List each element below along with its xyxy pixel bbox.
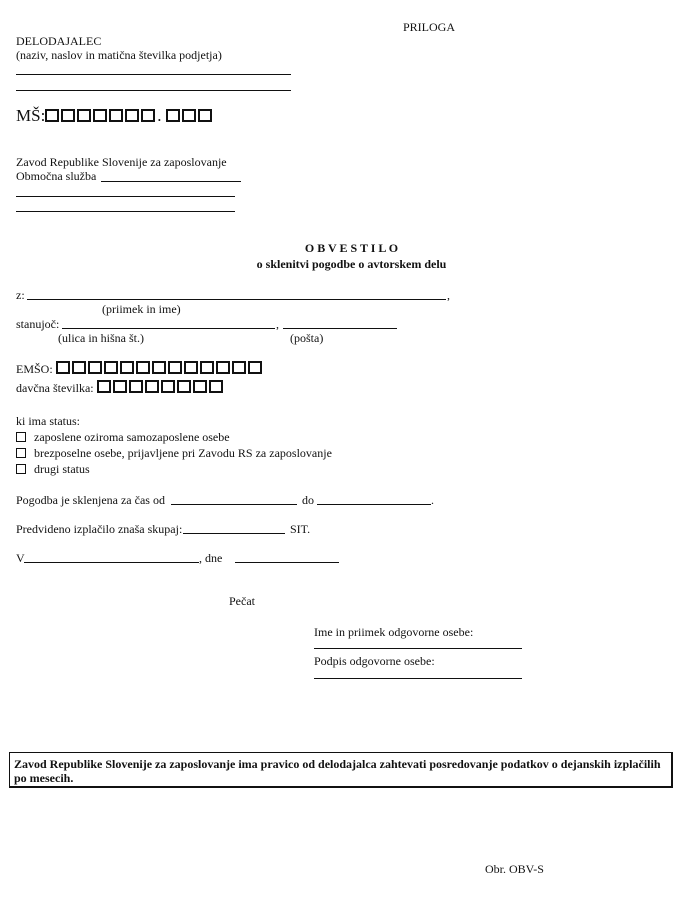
status-option[interactable] xyxy=(16,446,332,461)
tax-number-field xyxy=(16,380,223,396)
date-line[interactable] xyxy=(235,562,339,563)
z-comma: , xyxy=(447,288,450,302)
agency-line-1[interactable] xyxy=(16,196,235,197)
notice-text: Zavod Republike Slovenije za zaposlovanje ima pravico od delodajalca zahtevati posredovanje podatkov o dejanskih izplačilih po mesecih. xyxy=(14,757,661,785)
ms-label: MŠ: xyxy=(16,106,46,125)
employer-heading: DELODAJALEC xyxy=(16,34,102,48)
post-hint: (pošta) xyxy=(290,331,324,345)
agency-name: Zavod Republike Slovenije za zaposlovanje xyxy=(16,155,227,169)
regional-office-label: Območna služba xyxy=(16,169,97,183)
payment-line[interactable] xyxy=(183,533,285,534)
residence-label: stanujoč: xyxy=(16,317,60,331)
ms-boxes-suffix[interactable] xyxy=(166,109,212,122)
status-option[interactable] xyxy=(16,430,230,445)
residence-comma: , xyxy=(276,317,279,331)
street-hint: (ulica in hišna št.) xyxy=(58,331,144,345)
status-option-label: zaposlene oziroma samozaposlene osebe xyxy=(34,430,230,444)
employer-line-2[interactable] xyxy=(16,90,291,91)
emso-boxes[interactable] xyxy=(56,361,262,374)
document-title: O B V E S T I L O xyxy=(304,241,399,255)
name-line[interactable] xyxy=(27,299,446,300)
document-subtitle: o sklenitvi pogodbe o avtorskem delu xyxy=(256,257,447,271)
period-from-line[interactable] xyxy=(171,504,297,505)
form-code: Obr. OBV-S xyxy=(485,862,544,876)
employer-line-1[interactable] xyxy=(16,74,291,75)
place-line[interactable] xyxy=(24,562,199,563)
emso-field xyxy=(16,361,262,377)
ms-separator: . xyxy=(157,106,162,125)
regional-office-line[interactable] xyxy=(101,181,241,182)
signature-line[interactable] xyxy=(314,678,522,679)
responsible-name-label: Ime in priimek odgovorne osebe: xyxy=(314,625,474,639)
status-intro: ki ima status: xyxy=(16,414,80,428)
status-option[interactable] xyxy=(16,462,90,477)
signature-label: Podpis odgovorne osebe: xyxy=(314,654,435,668)
period-to-line[interactable] xyxy=(317,504,431,505)
post-line[interactable] xyxy=(283,328,397,329)
z-label: z: xyxy=(16,288,25,302)
ms-field xyxy=(16,106,212,126)
date-label: , dne xyxy=(199,551,223,565)
street-line[interactable] xyxy=(62,328,275,329)
place-label: V xyxy=(16,551,25,565)
name-hint: (priimek in ime) xyxy=(102,302,181,316)
tax-number-label: davčna številka: xyxy=(16,381,94,395)
stamp-label: Pečat xyxy=(229,594,255,608)
checkbox-icon[interactable] xyxy=(16,432,26,442)
ms-boxes-main[interactable] xyxy=(45,109,155,122)
notice-box xyxy=(9,752,673,788)
responsible-name-line[interactable] xyxy=(314,648,522,649)
priloga-label: PRILOGA xyxy=(403,20,456,34)
checkbox-icon[interactable] xyxy=(16,448,26,458)
period-label: Pogodba je sklenjena za čas od xyxy=(16,493,165,507)
tax-number-boxes[interactable] xyxy=(97,380,223,393)
payment-label: Predvideno izplačilo znaša skupaj: xyxy=(16,522,183,536)
currency-label: SIT. xyxy=(290,522,311,536)
agency-line-2[interactable] xyxy=(16,211,235,212)
period-end: . xyxy=(431,493,434,507)
checkbox-icon[interactable] xyxy=(16,464,26,474)
period-to-label: do xyxy=(302,493,314,507)
status-option-label: drugi status xyxy=(34,462,90,476)
status-option-label: brezposelne osebe, prijavljene pri Zavodu RS za zaposlovanje xyxy=(34,446,332,460)
emso-label: EMŠO: xyxy=(16,362,53,376)
employer-hint: (naziv, naslov in matična številka podjetja) xyxy=(16,48,222,62)
